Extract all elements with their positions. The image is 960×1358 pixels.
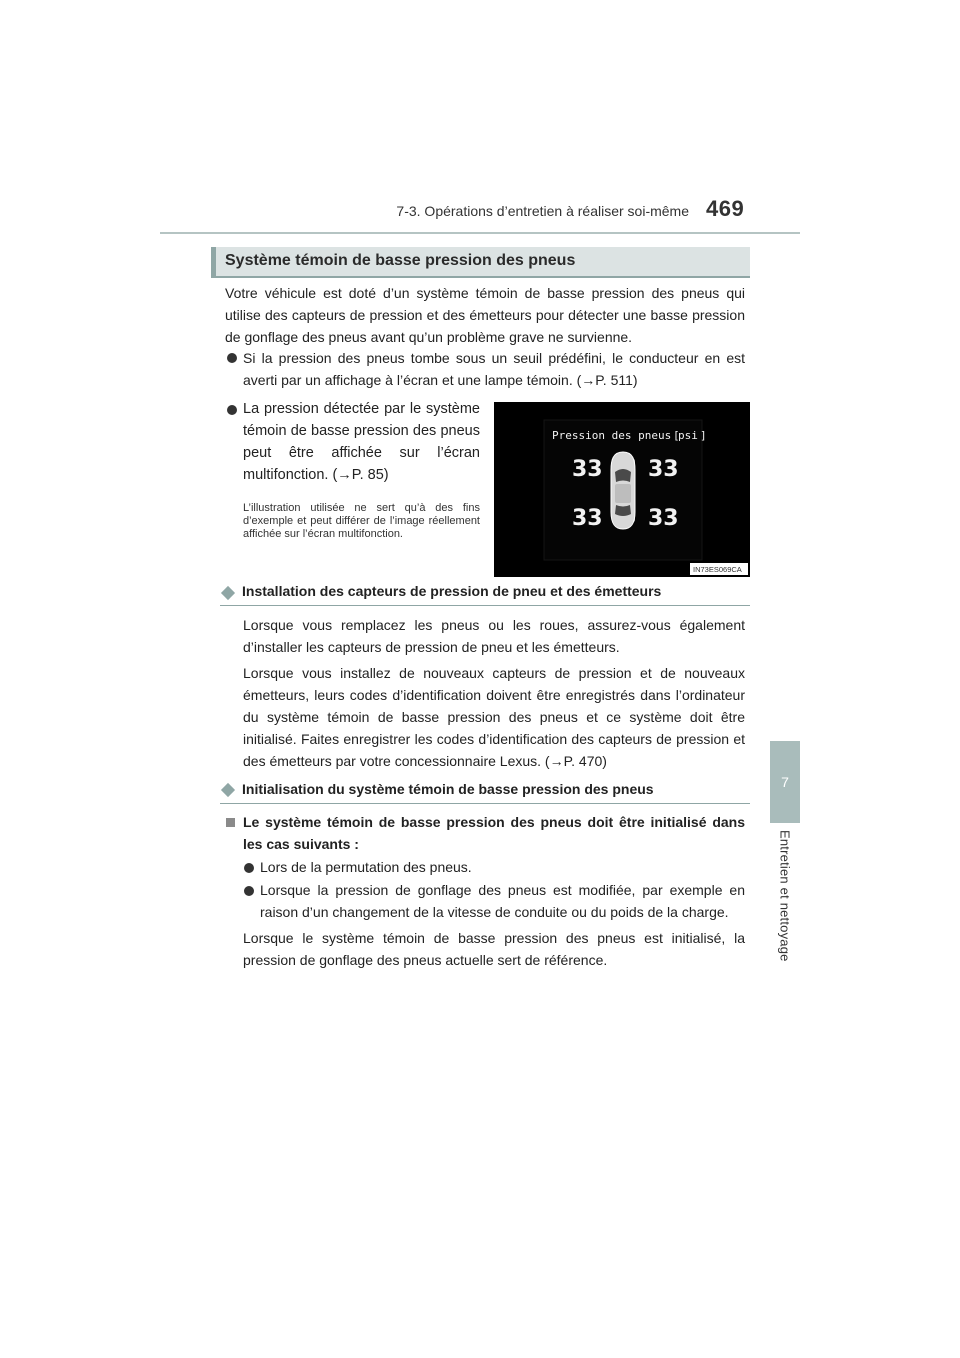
svg-text:]: ] xyxy=(700,429,707,442)
subsection-divider xyxy=(220,803,750,804)
section-heading-accent xyxy=(211,247,216,278)
chapter-number: 7 xyxy=(781,774,789,790)
display-title: Pression des pneus xyxy=(552,429,672,442)
rear-left-pressure: 33 xyxy=(572,506,603,531)
section-heading-bar xyxy=(211,247,750,278)
bullet-display-text: La pression détectée par le système témoin de basse pression des pneus peut être affichée sur l’écran multifonction. (→P. 85) xyxy=(243,401,480,483)
bullet-marker xyxy=(244,886,254,896)
rear-right-pressure: 33 xyxy=(648,506,679,531)
chapter-title: Entretien et nettoyage xyxy=(777,830,793,962)
subsection-initialisation-title: Initialisation du système témoin de basse pression des pneus xyxy=(242,781,654,797)
initialisation-closing: Lorsque le système témoin de basse pression des pneus est initialisé, la pression de gonflage des pneus actuelle sert de référence. xyxy=(243,930,745,968)
intro-paragraph: Votre véhicule est doté d’un système témoin de basse pression des pneus qui utilise des capteurs de pression et des émetteurs pour détecter une basse pression de gonflage des pneus avant qu’un problème grave ne survienne. xyxy=(225,285,745,345)
illustration-code: IN73ES069CA xyxy=(693,565,742,574)
bullet-warning-text: Si la pression des pneus tombe sous un seuil prédéfini, le conducteur en est averti par un affichage à l’écran et une lampe témoin. (→P. 511) xyxy=(243,350,745,388)
section-title: Système témoin de basse pression des pneus xyxy=(225,252,576,269)
initialisation-lead: Le système témoin de basse pression des pneus doit être initialisé dans les cas suivants : xyxy=(243,814,745,852)
initialisation-item-1: Lors de la permutation des pneus. xyxy=(260,859,472,875)
installation-paragraph-2: Lorsque vous installez de nouveaux capteurs de pression et de nouveaux émetteurs, leurs codes d’identification doivent être enregistrés dans l’ordinateur du système témoin de basse pression des pneus et ce système doit être initialisé. Faites enregistrer les codes d’identification des capteurs de pression et des émetteurs par votre concessionnaire Lexus. (→P. 470) xyxy=(243,665,745,769)
running-header-section: 7-3. Opérations d’entretien à réaliser soi-même xyxy=(396,203,689,219)
bullet-marker xyxy=(227,405,237,415)
square-marker xyxy=(226,818,235,827)
illustration-caption: L’illustration utilisée ne sert qu’à des fins d’exemple et peut différer de l’image réellement affichée sur l’écran multifonction. xyxy=(243,502,480,540)
display-unit: psi xyxy=(678,429,698,442)
front-left-pressure: 33 xyxy=(572,457,603,482)
front-right-pressure: 33 xyxy=(648,457,679,482)
chapter-tab xyxy=(770,741,800,823)
diamond-marker xyxy=(221,783,235,797)
bullet-marker xyxy=(244,863,254,873)
diamond-marker xyxy=(221,586,235,600)
installation-paragraph-1: Lorsque vous remplacez les pneus ou les roues, assurez-vous également d’installer les capteurs de pression de pneu et les émetteurs. xyxy=(243,617,745,655)
bullet-marker xyxy=(227,353,237,363)
page-number: 469 xyxy=(706,196,745,221)
tire-pressure-display-svg xyxy=(494,402,750,577)
initialisation-item-2: Lorsque la pression de gonflage des pneus est modifiée, par exemple en raison d’un changement de la vitesse de conduite ou du poids de la charge. xyxy=(260,882,745,920)
svg-text:[: [ xyxy=(673,429,680,442)
subsection-installation-title: Installation des capteurs de pression de pneu et des émetteurs xyxy=(242,583,662,599)
header-divider xyxy=(160,232,800,234)
tire-pressure-display-image xyxy=(494,402,750,577)
car-top-view-icon xyxy=(611,452,635,529)
chapter-label xyxy=(770,830,800,1050)
subsection-divider xyxy=(220,605,750,606)
